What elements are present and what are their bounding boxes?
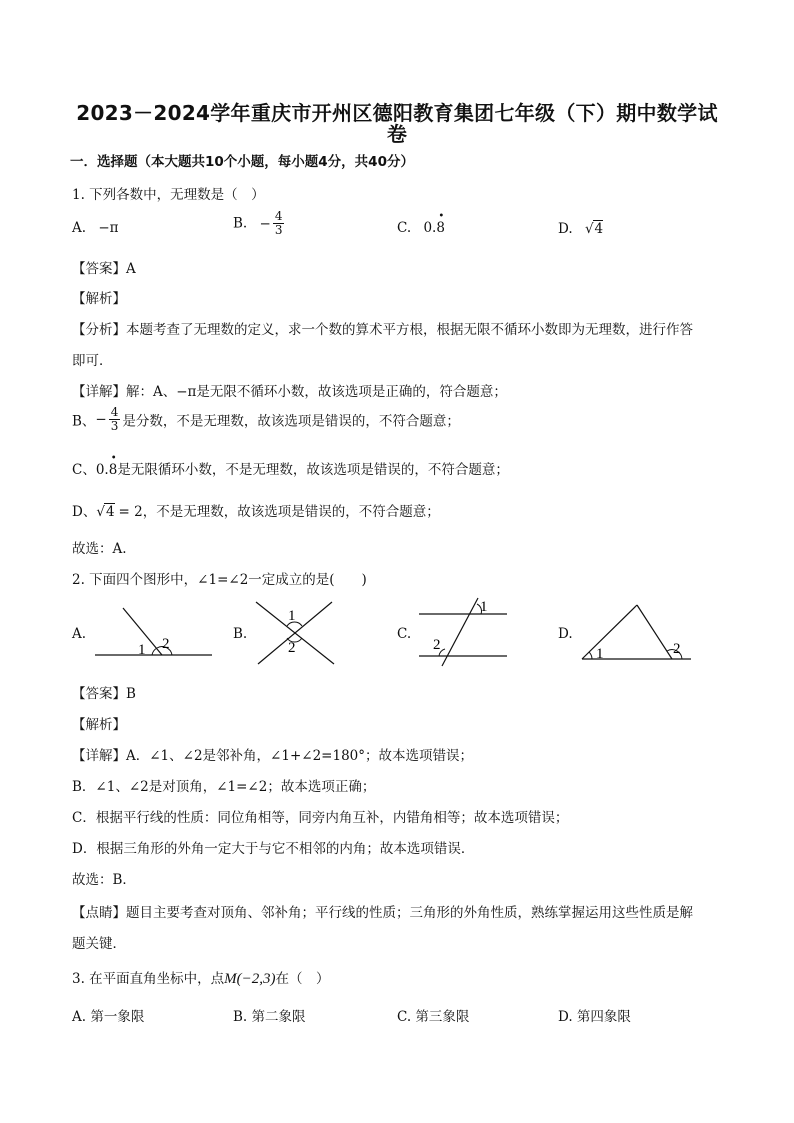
detail-tag: 【详解】: [72, 384, 126, 400]
q3-option-b: B. 第二象限: [233, 1009, 306, 1025]
section-heading: 一．选择题（本大题共10个小题，每小题4分，共40分）: [70, 154, 414, 170]
q2-figure-b: [252, 598, 342, 672]
figure-d-angle-2: 2: [673, 641, 681, 657]
detail-b-text: 是分数，不是无理数，故该选项是错误的，不符合题意；: [122, 413, 460, 430]
repeating-digit: [108, 453, 118, 478]
q3-point: M(−2,3): [224, 971, 276, 987]
detail-tag: 【详解】: [72, 748, 126, 764]
figure-b-svg: [252, 598, 342, 668]
q1-option-b: [233, 210, 286, 237]
q1-option-a-label: A.: [72, 220, 87, 236]
q3-stem-prefix: 3. 在平面直角坐标中，点: [72, 971, 225, 987]
point-text: 题目主要考查对顶角、邻补角；平行线的性质；三角形的外角性质，熟练掌握运用这些性质是解: [126, 905, 693, 921]
figure-b-angle-2: 2: [288, 640, 296, 656]
q2-detail-b: B．∠1、∠2是对顶角，∠1=∠2；故本选项正确；: [72, 779, 376, 795]
q1-option-c: [397, 211, 445, 236]
sqrt-symbol: √: [584, 221, 594, 237]
page-title: 2023－2024学年重庆市开州区德阳教育集团七年级（下）期中数学试: [76, 101, 718, 125]
q1-option-a-value: −π: [98, 220, 119, 236]
q2-option-c-label: C.: [397, 626, 412, 642]
q1-detail-b: [72, 406, 460, 433]
detail-b-sign: −: [95, 411, 107, 428]
repeat-digit-value: 8: [436, 220, 445, 236]
q3-option-a: A. 第一象限: [72, 1009, 145, 1025]
figure-a-angle-1: 1: [138, 642, 146, 658]
figure-a-arc-1: [152, 648, 157, 655]
q1-answer: [72, 257, 136, 277]
figure-c-angle-1: 1: [480, 599, 488, 615]
q1-option-b-fraction: [273, 210, 285, 237]
repeating-digit: [436, 211, 445, 236]
figure-a-svg: [90, 600, 220, 665]
figure-d-angle-1: 1: [596, 646, 604, 662]
q1-detail-c: [72, 453, 509, 478]
q2-answer: [72, 682, 136, 702]
q2-figure-c: [417, 596, 512, 672]
q1-option-a: [72, 220, 119, 236]
q1-option-c-value: 0.: [423, 220, 437, 236]
repeat-dot: •: [110, 453, 117, 464]
detail-b-prefix: B、: [72, 413, 96, 430]
q2-point-continued: 题关键．: [72, 936, 126, 952]
q1-choose: 故选：A.: [72, 541, 127, 557]
answer-tag: 【答案】: [72, 686, 126, 702]
q2-stem: 2. 下面四个图形中，∠1=∠2一定成立的是( ): [72, 572, 367, 588]
q2-option-b-label: B.: [233, 626, 248, 642]
answer-tag: 【答案】: [72, 261, 126, 277]
q2-figure-d: [578, 600, 698, 670]
figure-d-right-side: [637, 605, 672, 659]
figure-d-svg: [578, 600, 698, 666]
detail-d-text: ，不是无理数，故该选项是错误的，不符合题意；: [142, 504, 440, 520]
point-tag: 【点睛】: [72, 905, 126, 921]
q1-option-c-label: C.: [397, 220, 412, 236]
page-title-continued: 卷: [386, 122, 408, 146]
q1-option-d: [558, 220, 603, 237]
q1-option-d-radicand: 4: [594, 221, 604, 237]
repeat-digit-value: 8: [108, 462, 118, 478]
figure-a-angle-2: 2: [162, 636, 170, 652]
figure-b-angle-1: 1: [288, 608, 296, 624]
detail-d-prefix: D、: [72, 504, 97, 520]
detail-a-text: 解：A、−π是无限不循环小数，故该选项是正确的，符合题意；: [126, 384, 507, 400]
figure-c-angle-2: 2: [433, 637, 441, 653]
q3-option-d: D. 第四象限: [558, 1009, 631, 1025]
q1-fenxi: [72, 318, 693, 338]
q1-fenxi-continued: 即可．: [72, 353, 113, 369]
q1-option-b-sign: −: [259, 215, 271, 232]
fraction-denominator: 3: [274, 223, 283, 237]
q2-detail-d: D．根据三角形的外角一定大于与它不相邻的内角；故本选项错误．: [72, 841, 475, 857]
detail-a-text: A．∠1、∠2是邻补角，∠1+∠2=180°；故本选项错误；: [126, 748, 473, 764]
fenxi-text: 本题考查了无理数的定义，求一个数的算术平方根，根据无限不循环小数即为无理数，进行作答: [126, 322, 693, 338]
q2-option-d-label: D.: [558, 626, 573, 642]
q3-option-c: C. 第三象限: [397, 1009, 470, 1025]
q1-detail-a: [72, 380, 507, 400]
q2-point: [72, 901, 693, 921]
q2-figure-a: [90, 600, 220, 669]
repeat-dot: •: [438, 211, 445, 222]
q1-option-d-label: D.: [558, 221, 573, 237]
q3-stem: [72, 967, 330, 988]
answer-value: A: [126, 261, 136, 277]
q1-stem: 1. 下列各数中，无理数是（ ）: [72, 187, 265, 203]
detail-d-equation: = 2: [118, 504, 143, 520]
detail-c-prefix: C、: [72, 462, 96, 478]
q1-detail-d: [72, 500, 440, 520]
answer-value: B: [126, 686, 136, 702]
q3-stem-suffix: 在（ ）: [275, 971, 330, 987]
figure-c-svg: [417, 596, 512, 668]
detail-c-value: 0.: [95, 462, 109, 478]
detail-d-radicand: 4: [105, 504, 115, 520]
q1-option-b-label: B.: [233, 215, 248, 232]
q2-choose: 故选：B．: [72, 872, 136, 888]
fraction-numerator: 4: [274, 209, 283, 223]
detail-b-fraction: [109, 406, 121, 433]
figure-d-left-side: [582, 605, 637, 659]
fenxi-tag: 【分析】: [72, 322, 126, 338]
fraction-numerator: 4: [110, 405, 119, 419]
q1-analysis-tag: 【解析】: [72, 291, 126, 307]
q2-detail-a: [72, 744, 473, 764]
sqrt-symbol: √: [96, 504, 105, 520]
fraction-denominator: 3: [110, 419, 119, 433]
q2-detail-c: C．根据平行线的性质：同位角相等，同旁内角互补，内错角相等；故本选项错误；: [72, 810, 569, 826]
q2-option-a-label: A.: [72, 626, 87, 642]
q2-analysis-tag: 【解析】: [72, 717, 126, 733]
detail-c-text: 是无限循环小数，不是无理数，故该选项是错误的，不符合题意；: [117, 462, 509, 478]
figure-d-arc-1: [589, 652, 592, 659]
